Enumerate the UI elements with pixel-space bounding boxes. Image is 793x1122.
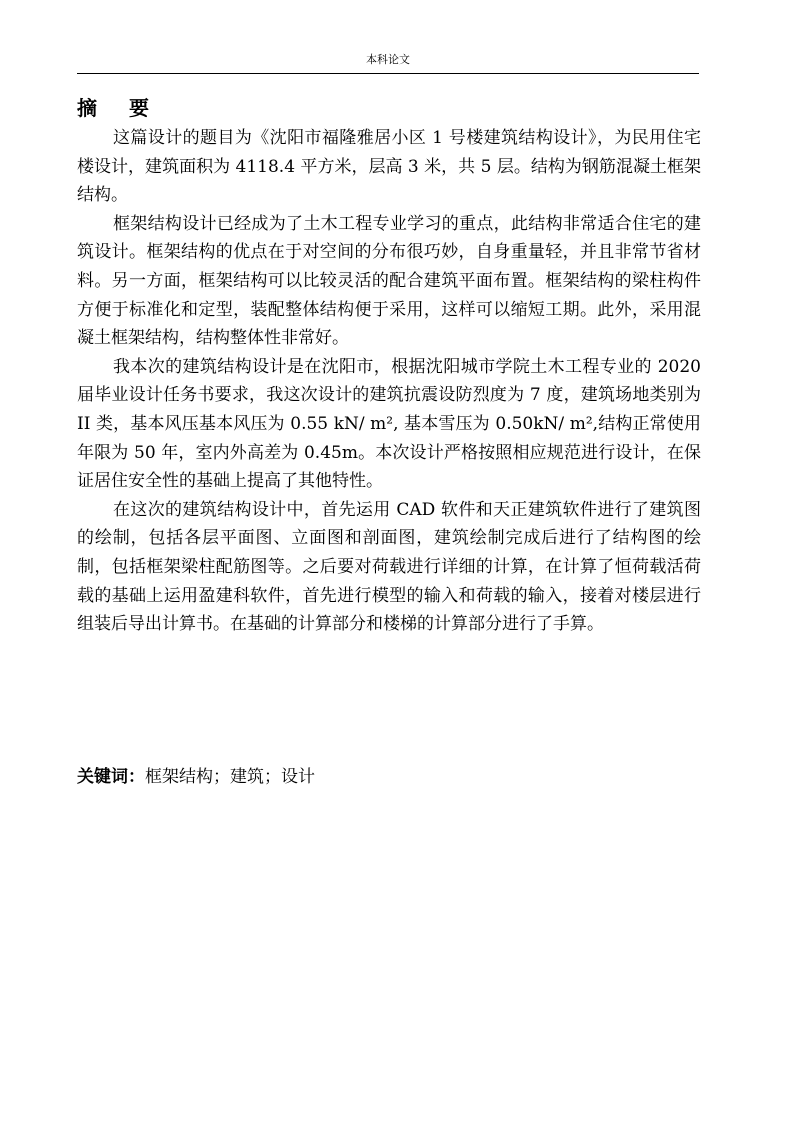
running-header: 本科论文 <box>366 53 410 66</box>
abstract-title-char-2: 要 <box>129 96 149 120</box>
keywords-label: 关键词 <box>77 767 128 787</box>
abstract-title-char-1: 摘 <box>77 96 97 120</box>
keywords-terms: 框架结构；建筑；设计 <box>145 767 315 787</box>
abstract-title <box>77 95 149 121</box>
abstract-paragraph-1: 这篇设计的题目为《沈阳市福隆雅居小区 1 号楼建筑结构设计》，为民用住宅楼设计，建筑面积为 4118.4 平方米，层高 3 米，共 5 层。结构为钢筋混凝土框架结构。 <box>77 128 701 206</box>
header-rule <box>77 73 699 74</box>
abstract-paragraph-4: 在这次的建筑结构设计中，首先运用 CAD 软件和天正建筑软件进行了建筑图的绘制，包括各层平面图、立面图和剖面图，建筑绘制完成后进行了结构图的绘制，包括框架梁柱配筋图等。之后要对荷载进行详细的计算，在计算了恒荷载活荷载的基础上运用盈建科软件，首先进行模型的输入和荷载的输入，接着对楼层进行组装后导出计算书。在基础的计算部分和楼梯的计算部分进行了手算。 <box>77 499 701 635</box>
abstract-paragraph-3: 我本次的建筑结构设计是在沈阳市，根据沈阳城市学院土木工程专业的 2020 届毕业设计任务书要求，我这次设计的建筑抗震设防烈度为 7 度，建筑场地类别为 II 类，基本风压基本风压为 0.55 kN/ m², 基本雪压为 0.50kN/ m²,结构正常使用年限为 50 年，室内外高差为 0.45m。本次设计严格按照相应规范进行设计，在保证居住安全性的基础上提高了其他特性。 <box>77 356 701 492</box>
keywords-separator: ： <box>128 767 145 787</box>
keywords-line <box>77 763 315 791</box>
abstract-paragraph-2: 框架结构设计已经成为了土木工程专业学习的重点，此结构非常适合住宅的建筑设计。框架结构的优点在于对空间的分布很巧妙，自身重量轻，并且非常节省材料。另一方面，框架结构可以比较灵活的配合建筑平面布置。框架结构的梁柱构件方便于标准化和定型，装配整体结构便于采用，这样可以缩短工期。此外，采用混凝土框架结构，结构整体性非常好。 <box>77 213 701 349</box>
abstract-body <box>77 124 701 639</box>
